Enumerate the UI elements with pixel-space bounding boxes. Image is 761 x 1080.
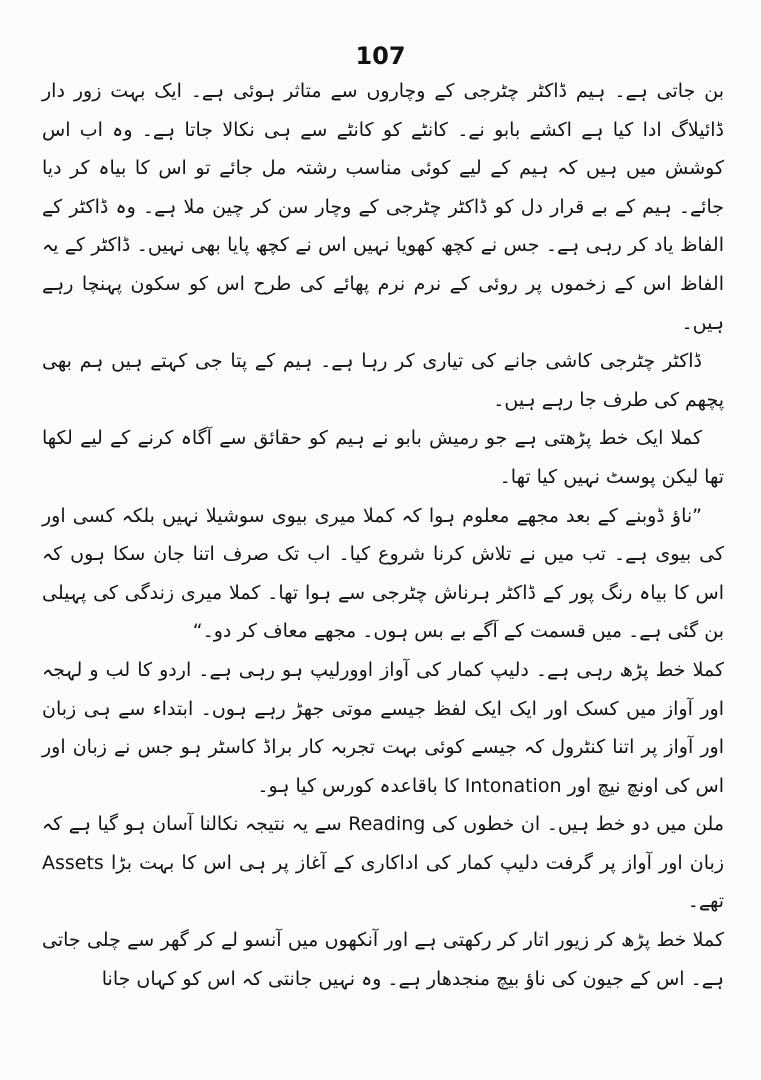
paragraph: کملا خط پڑھ رہی ہے۔ دلیپ کمار کی آواز اوورلیپ ہو رہی ہے۔ اردو کا لب و لہجہ اور آواز میں کسک اور ایک ایک لفظ جیسے موتی جھڑ رہے ہوں۔ ابتداء سے ہی زبان اور آواز پر اتنا کنٹرول کہ جیسے کوئی بہت تجربہ کار براڈ کاسٹر ہو جس نے زبان اور اس کی اونچ نیچ اور Intonation کا باقاعدہ کورس کیا ہو۔ — [42, 658, 724, 797]
body-text — [42, 72, 724, 998]
paragraph: ڈاکٹر چٹرجی کاشی جانے کی تیاری کر رہا ہے۔ ہیم کے پتا جی کہتے ہیں ہم بھی پچھم کی طرف جا رہے ہیں۔ — [42, 350, 724, 411]
quoted-letter-paragraph: ”ناؤ ڈوبنے کے بعد مجھے معلوم ہوا کہ کملا میری بیوی سوشیلا نہیں بلکہ کسی اور کی بیوی ہے۔ تب میں نے تلاش کرنا شروع کیا۔ اب تک صرف اتنا جان سکا ہوں کہ اس کا بیاہ رنگ پور کے ڈاکٹر ہرناش چٹرجی سے ہوا تھا۔ کملا میری زندگی کی پہیلی بن گئی ہے۔ میں قسمت کے آگے بے بس ہوں۔ مجھے معاف کر دو۔“ — [42, 504, 724, 643]
paragraph: کملا ایک خط پڑھتی ہے جو رمیش بابو نے ہیم کو حقائق سے آگاہ کرنے کے لیے لکھا تھا لیکن پوسٹ نہیں کیا تھا۔ — [42, 427, 724, 488]
paragraph: کملا خط پڑھ کر زیور اتار کر رکھتی ہے اور آنکھوں میں آنسو لے کر گھر سے چلی جاتی ہے۔ اس کے جیون کی ناؤ بیچ منجدھار ہے۔ وہ نہیں جانتی کہ اس کو کہاں جانا — [42, 929, 724, 990]
paragraph: ملن میں دو خط ہیں۔ ان خطوں کی Reading سے یہ نتیجہ نکالنا آسان ہو گیا ہے کہ زبان اور آواز پر گرفت دلیپ کمار کی اداکاری کے آغاز پر ہی اس کا بہت بڑا Assets تھے۔ — [42, 813, 725, 913]
paragraph: بن جاتی ہے۔ ہیم ڈاکٹر چٹرجی کے وچاروں سے متاثر ہوئی ہے۔ ایک بہت زور دار ڈائیلاگ ادا کیا ہے اکشے بابو نے۔ کانٹے کو کانٹے سے ہی نکالا جاتا ہے۔ وہ اب اس کوشش میں ہیں کہ ہیم کے لیے کوئی مناسب رشتہ مل جائے تو اس کا بیاہ کر دیا جائے۔ ہیم کے بے قرار دل کو ڈاکٹر چٹرجی کے وچار سن کر چین ملا ہے۔ وہ ڈاکٹر کے الفاظ یاد کر رہی ہے۔ جس نے کچھ کھویا نہیں اس نے کچھ پایا بھی نہیں۔ ڈاکٹر کے یہ الفاظ اس کے زخموں پر روئی کے نرم نرم پھائے کی طرح اس کو سکون پہنچا رہے ہیں۔ — [42, 80, 724, 334]
page-number: 107 — [355, 42, 406, 70]
